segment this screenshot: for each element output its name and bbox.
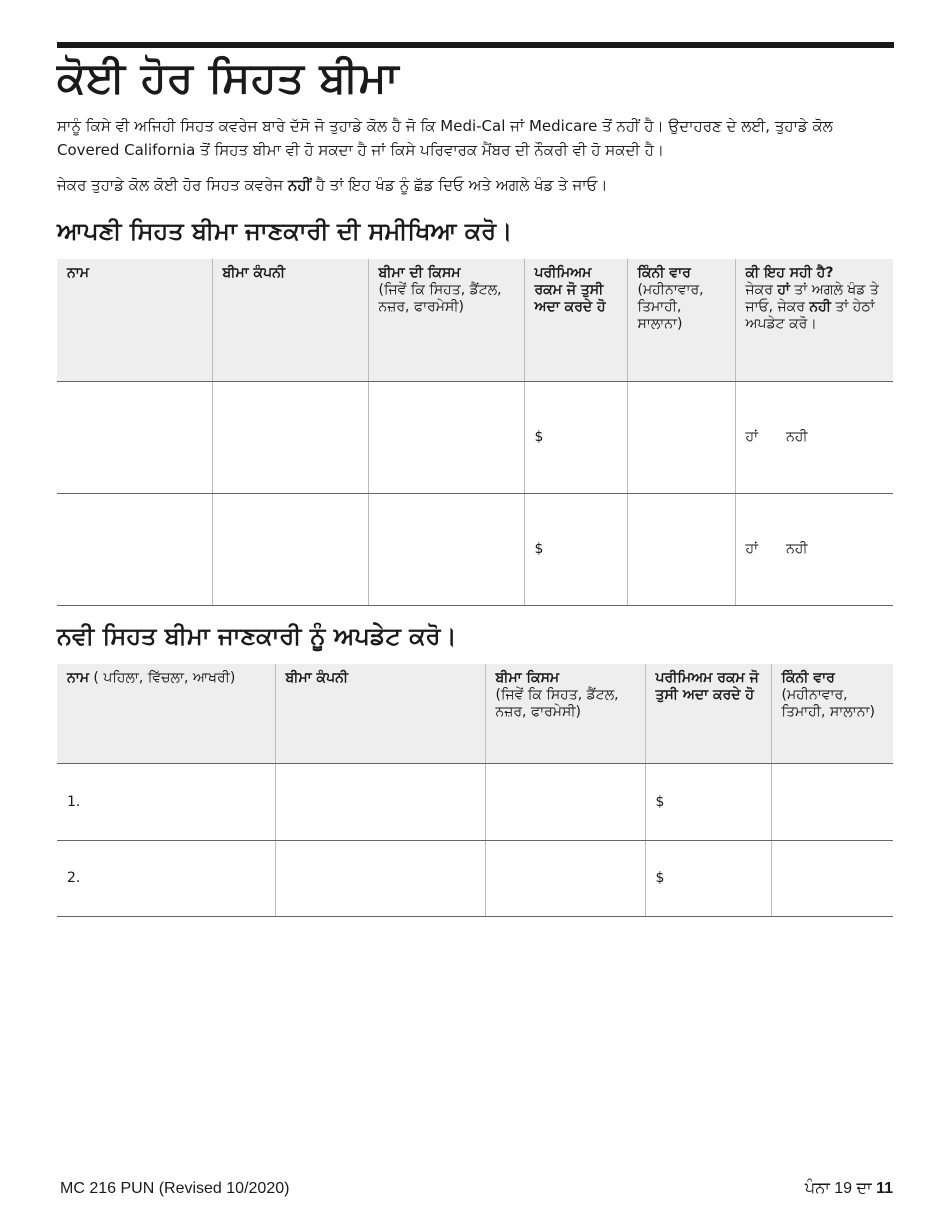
review-row-1-name[interactable] [57, 381, 212, 493]
col-correct-no: ਨਹੀ [809, 299, 831, 315]
intro-paragraph: ਸਾਨੂੰ ਕਿਸੇ ਵੀ ਅਜਿਹੀ ਸਿਹਤ ਕਵਰੇਜ ਬਾਰੇ ਦੱਸੋ ਜੋ ਤੁਹਾਡੇ ਕੋਲ ਹੈ ਜੋ ਕਿ Medi-Cal ਜਾਂ Medicare ਤੋਂ ਨਹੀਂ ਹੈ। ਉਦਾਹਰਣ ਦੇ ਲਈ, ਤੁਹਾਡੇ ਕੋਲ Covered California ਤੋਂ ਸਿਹਤ ਬੀਮਾ ਵੀ ਹੋ ਸਕਦਾ ਹੈ ਜਾਂ ਕਿਸੇ ਪਰਿਵਾਰਕ ਮੈਂਬਰ ਦੀ ਨੌਕਰੀ ਵੀ ਹੋ ਸਕਦੀ ਹੈ। [57, 117, 833, 159]
col-name [57, 259, 212, 381]
col-new-frequency-label: ਕਿੰਨੀ ਵਾਰ [781, 670, 835, 686]
col-company [212, 259, 368, 381]
col-new-premium [645, 664, 771, 763]
update-row-1-company[interactable] [275, 763, 485, 840]
col-premium [524, 259, 627, 381]
review-row-2-correct [735, 493, 893, 605]
col-new-premium-label: ਪਰੀਮਿਅਮ ਰਕਮ ਜੋ ਤੁਸੀ ਅਦਾ ਕਰਦੇ ਹੋ [655, 670, 759, 703]
no-option[interactable]: ਨਹੀ [786, 429, 808, 445]
review-section-heading: ਆਪਣੀ ਸਿਹਤ ਬੀਮਾ ਜਾਣਕਾਰੀ ਦੀ ਸਮੀਖਿਆ ਕਰੋ। [57, 217, 513, 245]
yes-option[interactable]: ਹਾਂ [745, 541, 759, 557]
page-number [805, 1180, 893, 1198]
review-row-2-name[interactable] [57, 493, 212, 605]
review-row-2-company[interactable] [212, 493, 368, 605]
update-row-2-company[interactable] [275, 840, 485, 916]
skip-instruction-bold: ਨਹੀਂ [287, 176, 312, 194]
update-row-1-frequency[interactable] [771, 763, 893, 840]
review-row-2-type[interactable] [368, 493, 524, 605]
top-rule [57, 42, 894, 48]
no-option[interactable]: ਨਹੀ [786, 541, 808, 557]
yes-option[interactable]: ਹਾਂ [745, 429, 759, 445]
col-new-frequency [771, 664, 893, 763]
col-frequency-label: ਕਿੰਨੀ ਵਾਰ [637, 265, 691, 281]
col-correct-label: ਕੀ ਇਹ ਸਹੀ ਹੈ? [745, 265, 834, 281]
col-correct-sub-2: ਤਾਂ ਅਗਲੇ ਖੰਡ ਤੇ ਜਾਓ, ਜੇਕਰ [745, 282, 879, 315]
col-correct-sub-3: ਤਾਂ ਹੇਠਾਂ ਅਪਡੇਟ ਕਰੋ। [745, 299, 875, 332]
review-table [57, 259, 893, 606]
col-new-type [485, 664, 645, 763]
col-premium-label: ਪਰੀਮਿਅਮ ਰਕਮ ਜੋ ਤੁਸੀ ਅਦਾ ਕਰਦੇ ਹੋ [534, 265, 606, 315]
update-row-2-frequency[interactable] [771, 840, 893, 916]
col-frequency [627, 259, 735, 381]
update-row-2-name[interactable]: 2. [57, 840, 275, 916]
update-row-2-type[interactable] [485, 840, 645, 916]
review-row-2-frequency[interactable] [627, 493, 735, 605]
page-total: 11 [876, 1180, 893, 1197]
update-row-1-type[interactable] [485, 763, 645, 840]
col-new-name [57, 664, 275, 763]
update-row-1 [57, 763, 893, 840]
col-new-name-label: ਨਾਮ [67, 670, 89, 686]
review-row-1-type[interactable] [368, 381, 524, 493]
update-row-1-premium[interactable]: $ [645, 763, 771, 840]
review-row-1-company[interactable] [212, 381, 368, 493]
review-row-1-correct [735, 381, 893, 493]
update-row-2 [57, 840, 893, 916]
form-id: MC 216 PUN (Revised 10/2020) [60, 1180, 290, 1197]
col-correct-sub-1: ਜੇਕਰ [745, 282, 778, 298]
col-new-company [275, 664, 485, 763]
update-table [57, 664, 893, 917]
review-row-1-frequency[interactable] [627, 381, 735, 493]
update-row-2-premium[interactable]: $ [645, 840, 771, 916]
col-new-type-label: ਬੀਮਾ ਕਿਸਮ [495, 670, 560, 686]
review-table-header [57, 259, 893, 381]
review-row-2 [57, 493, 893, 605]
col-new-name-sub: ( ਪਹਿਲਾ, ਵਿੱਚਲਾ, ਆਖਰੀ) [88, 670, 236, 686]
skip-instruction-before: ਜੇਕਰ ਤੁਹਾਡੇ ਕੋਲ ਕੋਈ ਹੋਰ ਸਿਹਤ ਕਵਰੇਜ [57, 176, 288, 194]
update-section-heading: ਨਵੀ ਸਿਹਤ ਬੀਮਾ ਜਾਣਕਾਰੀ ਨੂੰ ਅਪਡੇਟ ਕਰੋ। [57, 622, 457, 650]
page-title: ਕੋਈ ਹੋਰ ਸਿਹਤ ਬੀਮਾ [57, 53, 399, 102]
col-frequency-sub: (ਮਹੀਨਾਵਾਰ, ਤਿਮਾਹੀ, ਸਾਲਾਨਾ) [637, 282, 704, 332]
col-correct [735, 259, 893, 381]
col-type [368, 259, 524, 381]
col-new-frequency-sub: (ਮਹੀਨਾਵਾਰ, ਤਿਮਾਹੀ, ਸਾਲਾਨਾ) [781, 687, 875, 720]
col-correct-yes: ਹਾਂ [777, 282, 790, 298]
review-row-2-premium[interactable]: $ [524, 493, 627, 605]
review-row-1-premium[interactable]: $ [524, 381, 627, 493]
skip-instruction-after: ਹੈ ਤਾਂ ਇਹ ਖੰਡ ਨੂੰ ਛੱਡ ਦਿਓ ਅਤੇ ਅਗਲੇ ਖੰਡ ਤੇ ਜਾਓ। [311, 176, 608, 194]
update-row-1-name[interactable]: 1. [57, 763, 275, 840]
col-type-sub: (ਜਿਵੇਂ ਕਿ ਸਿਹਤ, ਡੈਂਟਲ, ਨਜ਼ਰ, ਫਾਰਮੇਸੀ) [378, 282, 502, 315]
col-name-label: ਨਾਮ [67, 265, 89, 281]
update-table-header [57, 664, 893, 763]
page-number-prefix: ਪੰਨਾ 19 ਦਾ [804, 1180, 877, 1197]
skip-instruction [57, 173, 897, 197]
review-row-1 [57, 381, 893, 493]
col-new-company-label: ਬੀਮਾ ਕੰਪਨੀ [285, 670, 349, 686]
col-company-label: ਬੀਮਾ ਕੰਪਨੀ [222, 265, 286, 281]
col-new-type-sub: (ਜਿਵੇਂ ਕਿ ਸਿਹਤ, ਡੈਂਟਲ, ਨਜ਼ਰ, ਫਾਰਮੇਸੀ) [495, 687, 619, 720]
col-type-label: ਬੀਮਾ ਦੀ ਕਿਸਮ [378, 265, 461, 281]
